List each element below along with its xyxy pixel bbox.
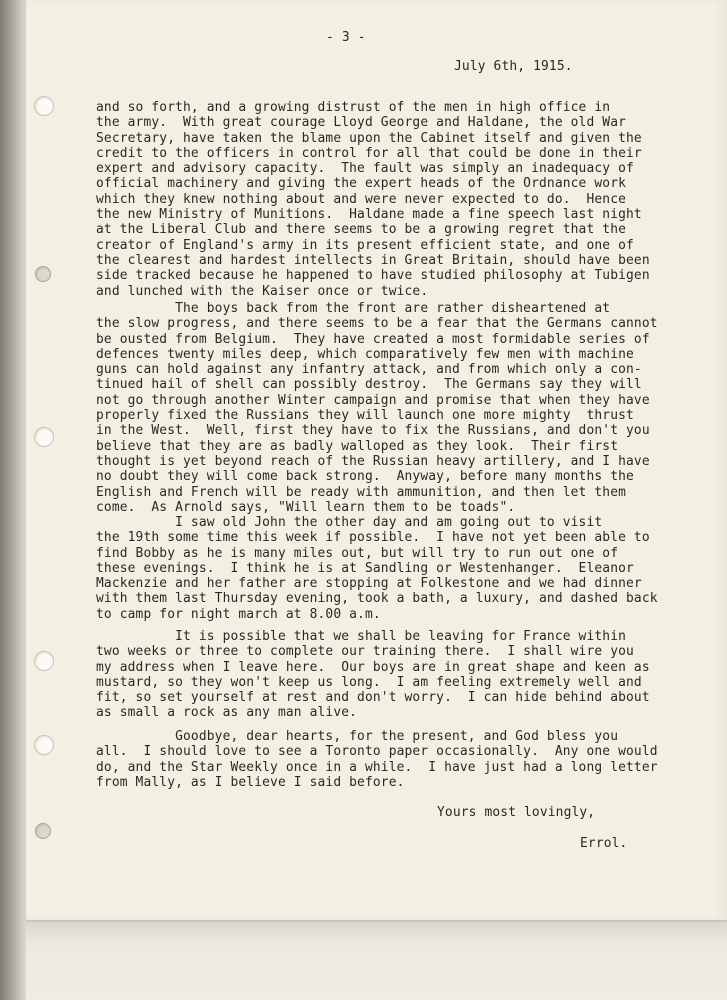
closing-salutation: Yours most lovingly, [437,805,596,820]
paragraph-1: and so forth, and a growing distrust of the men in high office in the army. With great courage Lloyd George and Haldane, the old War Secretary, have taken the blame upon the Cabinet itself and given the credit to the officers in control for all that could be done in their expert and advisory capacity. The fault was simply an inadequacy of official machinery and giving the expert heads of the Ordnance work which they knew nothing about and were never expected to do. Hence the new Ministry of Munitions. Haldane made a fine speech last night at the Liberal Club and there seems to be a growing regret that the creator of England's army in its present efficient state, and one of the clearest and hardest intellects in Great Britain, should have been side tracked because he happened to have studied philosophy at Tubigen and lunched with the Kaiser once or twice. [96,100,650,299]
page-number: - 3 - [326,30,366,45]
paragraph-4: It is possible that we shall be leaving for France within two weeks or three to complete our training there. I shall wire you my address when I leave here. Our boys are in great shape and keen as mustard, so they won't keep us long. I am feeling extremely well and fit, so set yourself at rest and don't worry. I can hide behind about as small a rock as any man alive. [96,629,650,721]
paragraph-3: I saw old John the other day and am going out to visit the 19th some time this week if possible. I have not yet been able to find Bobby as he is many miles out, but will try to run out one of these evenings. I think he is at Sandling or Westenhanger. Eleanor Mackenzie and her father are stopping at Folkestone and we had dinner with them last Thursday evening, took a bath, a luxury, and dashed back to camp for night march at 8.00 a.m. [96,515,658,622]
signature: Errol. [580,836,628,851]
binder-hole [34,651,54,671]
paragraph-5: Goodbye, dear hearts, for the present, and God bless you all. I should love to see a Toronto paper occasionally. Any one would do, and the Star Weekly once in a while. I have just had a long letter from Mally, as I believe I said before. [96,729,658,790]
paragraph-2: The boys back from the front are rather disheartened at the slow progress, and there seems to be a fear that the Germans cannot be ousted from Belgium. They have created a most formidable series of defences twenty miles deep, which comparatively few men with machine guns can hold against any infantry attack, and from which only a con- tinued hail of shell can possibly destroy. The Germans say they will not go through another Winter campaign and promise that when they have properly fixed the Russians they will launch one more mighty thrust in the West. Well, first they have to fix the Russians, and don't you believe that they are as badly walloped as they look. Their first thought is yet beyond reach of the Russian heavy artillery, and I have no doubt they will come back strong. Anyway, before many months the English and French will be ready with ammunition, and then let them come. As Arnold says, "Will learn them to be toads". [96,301,658,515]
letter-date: July 6th, 1915. [454,59,573,74]
binder-hole [34,96,54,116]
binder-hole-partial [35,823,51,839]
binder-hole [34,427,54,447]
scan-bottom-margin [26,920,727,1000]
binder-hole-partial [35,266,51,282]
binder-hole [34,735,54,755]
scan-edge-shadow [0,0,26,1000]
